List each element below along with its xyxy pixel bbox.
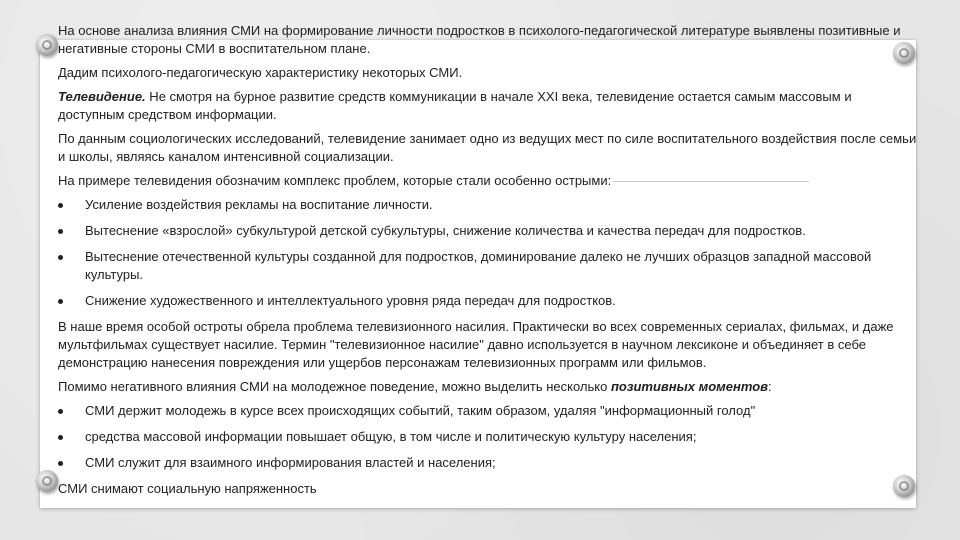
bullet-icon [58, 203, 63, 208]
bullet-icon [58, 229, 63, 234]
closing-line: СМИ снимают социальную напряженность [58, 481, 317, 496]
list-item-text: средства массовой информации повышает общую, в том числе и политическую культуру населения; [85, 429, 697, 444]
bullet-icon [58, 435, 63, 440]
bullet-icon [58, 409, 63, 414]
sociology-paragraph: По данным социологических исследований, телевидение занимает одно из ведущих мест по силе воспитательного воздействия после семьи и школы, являясь каналом интенсивной социализации. [58, 131, 917, 164]
tv-text: Не смотря на бурное развитие средств коммуникации в начале XXI века, телевидение остается самым массовым и доступным средством информации. [58, 89, 852, 122]
list-item [58, 196, 918, 214]
positive-intro-colon: : [768, 379, 772, 394]
list-item-text: Вытеснение «взрослой» субкультурой детской субкультуры, снижение количества и качества передач для подростков. [85, 223, 806, 238]
pushpin-icon [36, 34, 58, 56]
slide-text-body [58, 22, 918, 504]
list-item-text: Усиление воздействия рекламы на воспитание личности. [85, 197, 433, 212]
problems-intro-text: На примере телевидения обозначим комплекс проблем, которые стали особенно острыми: [58, 173, 612, 188]
list-item-text: Снижение художественного и интеллектуального уровня ряда передач для подростков. [85, 293, 616, 308]
tv-term: Телевидение. [58, 89, 146, 104]
underline-rule [613, 181, 809, 182]
list-item [58, 428, 918, 446]
list-item-text: СМИ служит для взаимного информирования властей и населения; [85, 455, 496, 470]
list-item-text: СМИ держит молодежь в курсе всех происходящих событий, таким образом, удаляя "информационный голод" [85, 403, 756, 418]
problems-list [58, 196, 918, 310]
list-item [58, 402, 918, 420]
intro-paragraph: На основе анализа влияния СМИ на формирование личности подростков в психолого-педагогической литературе выявлены позитивные и негативные стороны СМИ в воспитательном плане. [58, 23, 901, 56]
positives-list [58, 402, 918, 472]
violence-paragraph: В наше время особой остроты обрела проблема телевизионного насилия. Практически во всех современных сериалах, фильмах, и даже мультфильмах существует насилие. Термин "телевизионное насилие" давно используется в научном лексиконе и объединяет в себе демонстрацию нанесения повреждения или ущербов персонажам телевизионных программ или фильмов. [58, 319, 894, 370]
pushpin-icon [36, 470, 58, 492]
bullet-icon [58, 299, 63, 304]
positive-intro-text: Помимо негативного влияния СМИ на молодежное поведение, можно выделить несколько [58, 379, 611, 394]
tv-paragraph [58, 88, 918, 124]
problems-intro [58, 172, 918, 190]
list-item [58, 248, 918, 284]
characteristic-paragraph: Дадим психолого-педагогическую характеристику некоторых СМИ. [58, 65, 463, 80]
list-item [58, 292, 918, 310]
positive-intro [58, 378, 918, 396]
list-item [58, 222, 918, 240]
bullet-icon [58, 461, 63, 466]
positive-emphasis: позитивных моментов [610, 379, 769, 394]
list-item [58, 454, 918, 472]
list-item-text: Вытеснение отечественной культуры созданной для подростков, доминирование далеко не лучших образцов западной массовой культуры. [85, 249, 872, 282]
bullet-icon [58, 255, 63, 260]
